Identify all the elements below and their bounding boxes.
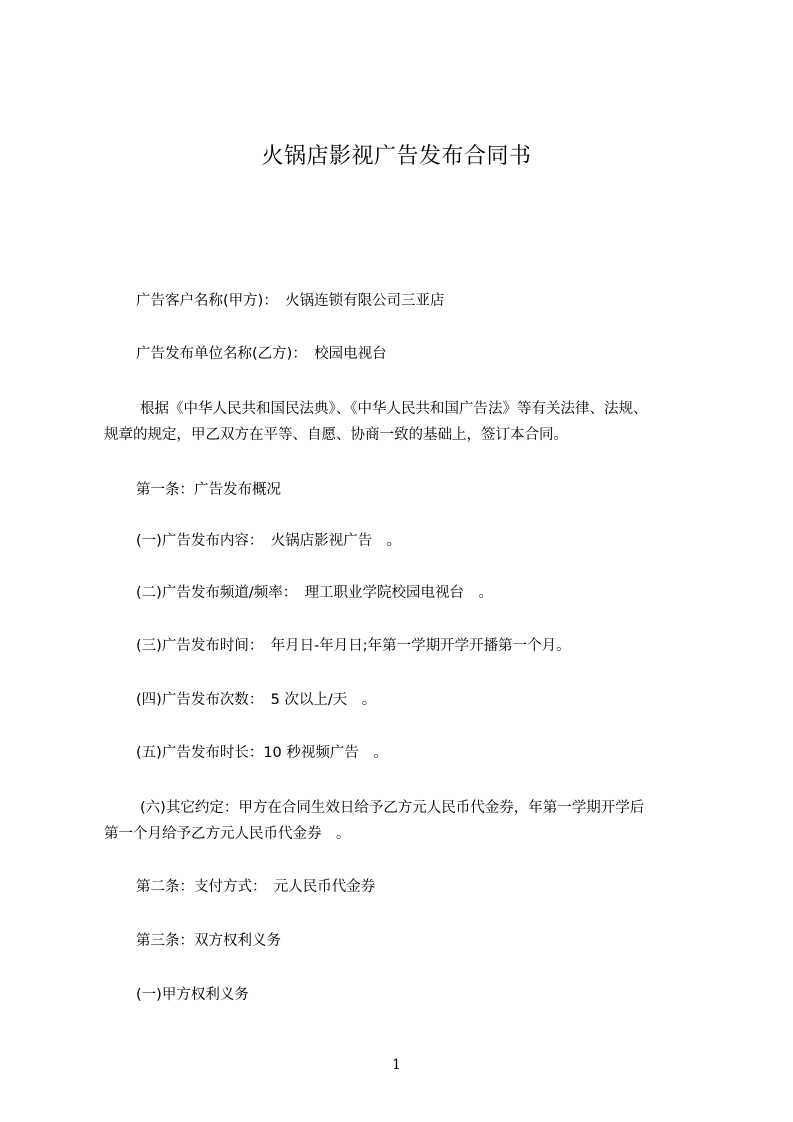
- article-2-heading: 第二条：支付方式： 元人民币代金券: [136, 879, 376, 895]
- preamble-line-1: 根据《中华人民共和国民法典》、《中华人民共和国广告法》等有关法律、法规、: [140, 401, 648, 417]
- item-1: (一)广告发布内容： 火锅店影视广告 。: [136, 533, 402, 549]
- item-6-line-1: (六)其它约定：甲方在合同生效日给予乙方元人民币代金券，年第一学期开学后: [140, 800, 645, 816]
- page-number: 1: [392, 1057, 401, 1073]
- party-b-line: 广告发布单位名称(乙方)： 校园电视台: [136, 346, 387, 362]
- sub-section-1: (一)甲方权利义务: [136, 987, 249, 1003]
- item-3: (三)广告发布时间： 年月日-年月日;年第一学期开学开播第一个月。: [136, 638, 571, 654]
- article-3-heading: 第三条：双方权利义务: [136, 933, 281, 949]
- item-2: (二)广告发布频道/频率： 理工职业学院校园电视台 。: [136, 585, 493, 601]
- item-5: (五)广告发布时长：10 秒视频广告 。: [136, 745, 388, 761]
- item-4: (四)广告发布次数： 5 次以上/天 。: [136, 692, 377, 708]
- document-title: 火锅店影视广告发布合同书: [261, 144, 532, 169]
- article-1-heading: 第一条：广告发布概况: [136, 482, 281, 498]
- item-6-line-2: 第一个月给予乙方元人民币代金券 。: [104, 826, 351, 842]
- party-a-line: 广告客户名称(甲方)： 火锅连锁有限公司三亚店: [136, 293, 445, 309]
- preamble-line-2: 规章的规定，甲乙双方在平等、自愿、协商一致的基础上，签订本合同。: [104, 427, 568, 443]
